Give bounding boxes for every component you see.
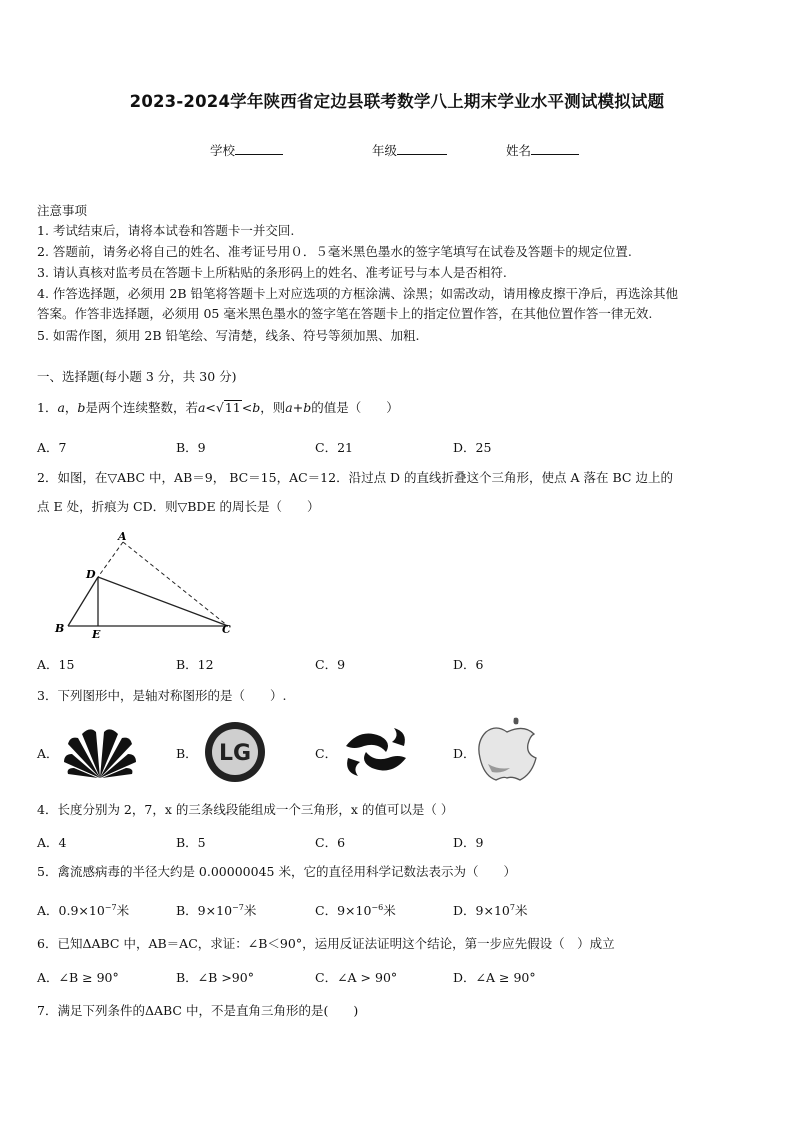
q5-option-c[interactable] (315, 901, 396, 919)
q2-option-a[interactable]: A．15 (37, 657, 75, 672)
q5-option-d[interactable] (453, 901, 527, 919)
question-5: 5．禽流感病毒的半径大约是 0.00000045 米，它的直径用科学记数法表示为（ ） (37, 864, 516, 879)
q2-option-c[interactable]: C．9 (315, 657, 346, 672)
note-item-1: 1. 考试结束后，请将本试卷和答题卡一并交回. (37, 223, 295, 238)
q1-option-a[interactable]: A．7 (37, 440, 67, 455)
school-blank[interactable] (235, 141, 283, 155)
q1-lt-1: < (205, 400, 216, 415)
q5-option-b[interactable] (176, 901, 256, 919)
school-field (210, 141, 283, 159)
name-field (506, 141, 579, 159)
q2-option-b[interactable]: B．12 (176, 657, 214, 672)
name-label: 姓名 (506, 143, 532, 158)
label-a: A (118, 532, 127, 543)
q1-num: 1． (37, 400, 58, 415)
q1-var-a: a (57, 400, 65, 415)
q5-option-a-exp: −7 (104, 902, 117, 912)
q4-option-d[interactable]: D．9 (453, 835, 484, 850)
question-4: 4．长度分别为 2，7，x 的三条线段能组成一个三角形，x 的值可以是（ ） (37, 802, 454, 817)
huawei-logo-icon (62, 724, 138, 780)
q1-text-1: 是两个连续整数，若 (85, 400, 198, 415)
q4-option-c[interactable]: C．6 (315, 835, 346, 850)
swirl-logo-icon (340, 724, 412, 780)
question-7: 7．满足下列条件的ΔABC 中，不是直角三角形的是( ) (37, 1003, 359, 1018)
page-title: 2023-2024学年陕西省定边县联考数学八上期末学业水平测试模拟试题 (129, 92, 665, 111)
segment-db (68, 577, 98, 626)
q1-sep: ， (64, 400, 78, 415)
q1-lt-2: < (241, 400, 253, 415)
q5-option-d-base: D．9×10 (453, 903, 510, 918)
q4-option-b[interactable]: B．5 (176, 835, 206, 850)
q1-var-b2: b (252, 400, 261, 415)
q5-option-d-exp: 7 (509, 902, 515, 912)
note-item-4: 4. 作答选择题，必须用 2B 铅笔将答题卡上对应选项的方框涂满、涂黑；如需改动，请用橡皮擦干净后，再选涂其他 (37, 286, 678, 301)
q6-option-c[interactable]: C．∠A > 90° (315, 970, 398, 985)
q5-option-c-exp: −6 (371, 902, 384, 912)
q5-option-c-base: C．9×10 (315, 903, 372, 918)
q6-option-a[interactable]: A．∠B ≥ 90° (37, 970, 119, 985)
apple-logo-icon (474, 714, 540, 784)
q5-option-a-base: A．0.9×10 (37, 903, 105, 918)
q6-option-d[interactable]: D．∠A ≥ 90° (453, 970, 536, 985)
question-2-line-2: 点 E 处，折痕为 CD．则▽BDE 的周长是（ ） (37, 499, 320, 514)
lg-logo-text: LG (218, 741, 252, 766)
q3-option-b[interactable]: B． (176, 746, 198, 761)
q1-var-a2: a (197, 400, 206, 415)
q5-option-b-base: B．9×10 (176, 903, 233, 918)
q6-option-b[interactable]: B．∠B >90° (176, 970, 254, 985)
lg-logo-icon (203, 720, 267, 784)
q1-var-b: b (77, 400, 86, 415)
q3-option-d[interactable]: D． (453, 746, 476, 761)
q3-option-c[interactable]: C． (315, 746, 338, 761)
note-item-3: 3. 请认真核对监考员在答题卡上所粘贴的条形码上的姓名、准考证号与本人是否相符. (37, 265, 507, 280)
question-3: 3．下列图形中，是轴对称图形的是（ ）. (37, 688, 287, 703)
q1-option-b[interactable]: B．9 (176, 440, 206, 455)
label-e: E (92, 628, 101, 641)
q5-option-a[interactable] (37, 901, 129, 919)
sqrt-symbol: √ (215, 400, 224, 415)
school-label: 学校 (210, 143, 236, 158)
q5-option-c-unit: 米 (383, 903, 396, 918)
q5-option-b-exp: −7 (232, 902, 244, 912)
grade-blank[interactable] (397, 141, 447, 155)
notes-heading: 注意事项 (37, 203, 88, 218)
question-6: 6．已知ΔABC 中，AB＝AC，求证：∠B＜90°，运用反证法证明这个结论，第一步应先假设（ ）成立 (37, 936, 615, 951)
q1-text-2: ，则 (260, 400, 286, 415)
q5-option-a-unit: 米 (116, 903, 130, 918)
q1-radicand: 11 (224, 400, 241, 415)
question-2-line-1: 2．如图，在▽ABC 中，AB＝9， BC＝15，AC＝12．沿过点 D 的直线折叠这个三角形，使点 A 落在 BC 边上的 (37, 470, 673, 485)
q5-option-b-unit: 米 (243, 903, 257, 918)
triangle-figure (50, 532, 240, 642)
grade-label: 年级 (372, 143, 398, 158)
note-item-4-cont: 答案。作答非选择题，必须用 05 毫米黑色墨水的签字笔在答题卡上的指定位置作答，在其他位置作答一律无效. (37, 306, 653, 321)
section-heading: 一、选择题(每小题 3 分，共 30 分) (37, 369, 237, 384)
q1-option-d[interactable]: D．25 (453, 440, 492, 455)
q1-sum: a+b (285, 400, 312, 415)
note-item-2: 2. 答题前，请务必将自己的姓名、准考证号用０．５毫米黑色墨水的签字笔填写在试卷及答题卡的规定位置. (37, 244, 632, 259)
question-1 (37, 400, 399, 416)
q5-option-d-unit: 米 (514, 903, 528, 918)
segment-ac (123, 542, 228, 626)
label-c: C (222, 623, 231, 636)
label-b: B (55, 622, 65, 635)
grade-field (372, 141, 447, 159)
note-item-5: 5. 如需作图，须用 2B 铅笔绘、写清楚，线条、符号等须加黑、加粗. (37, 328, 420, 343)
segment-ad (98, 542, 123, 577)
label-d: D (86, 568, 96, 581)
segment-dc (98, 577, 228, 626)
q2-option-d[interactable]: D．6 (453, 657, 484, 672)
name-blank[interactable] (531, 141, 579, 155)
q1-option-c[interactable]: C．21 (315, 440, 353, 455)
q4-option-a[interactable]: A．4 (37, 835, 67, 850)
q3-option-a[interactable]: A． (37, 746, 59, 761)
q1-text-3: 的值是（ ） (311, 400, 399, 415)
